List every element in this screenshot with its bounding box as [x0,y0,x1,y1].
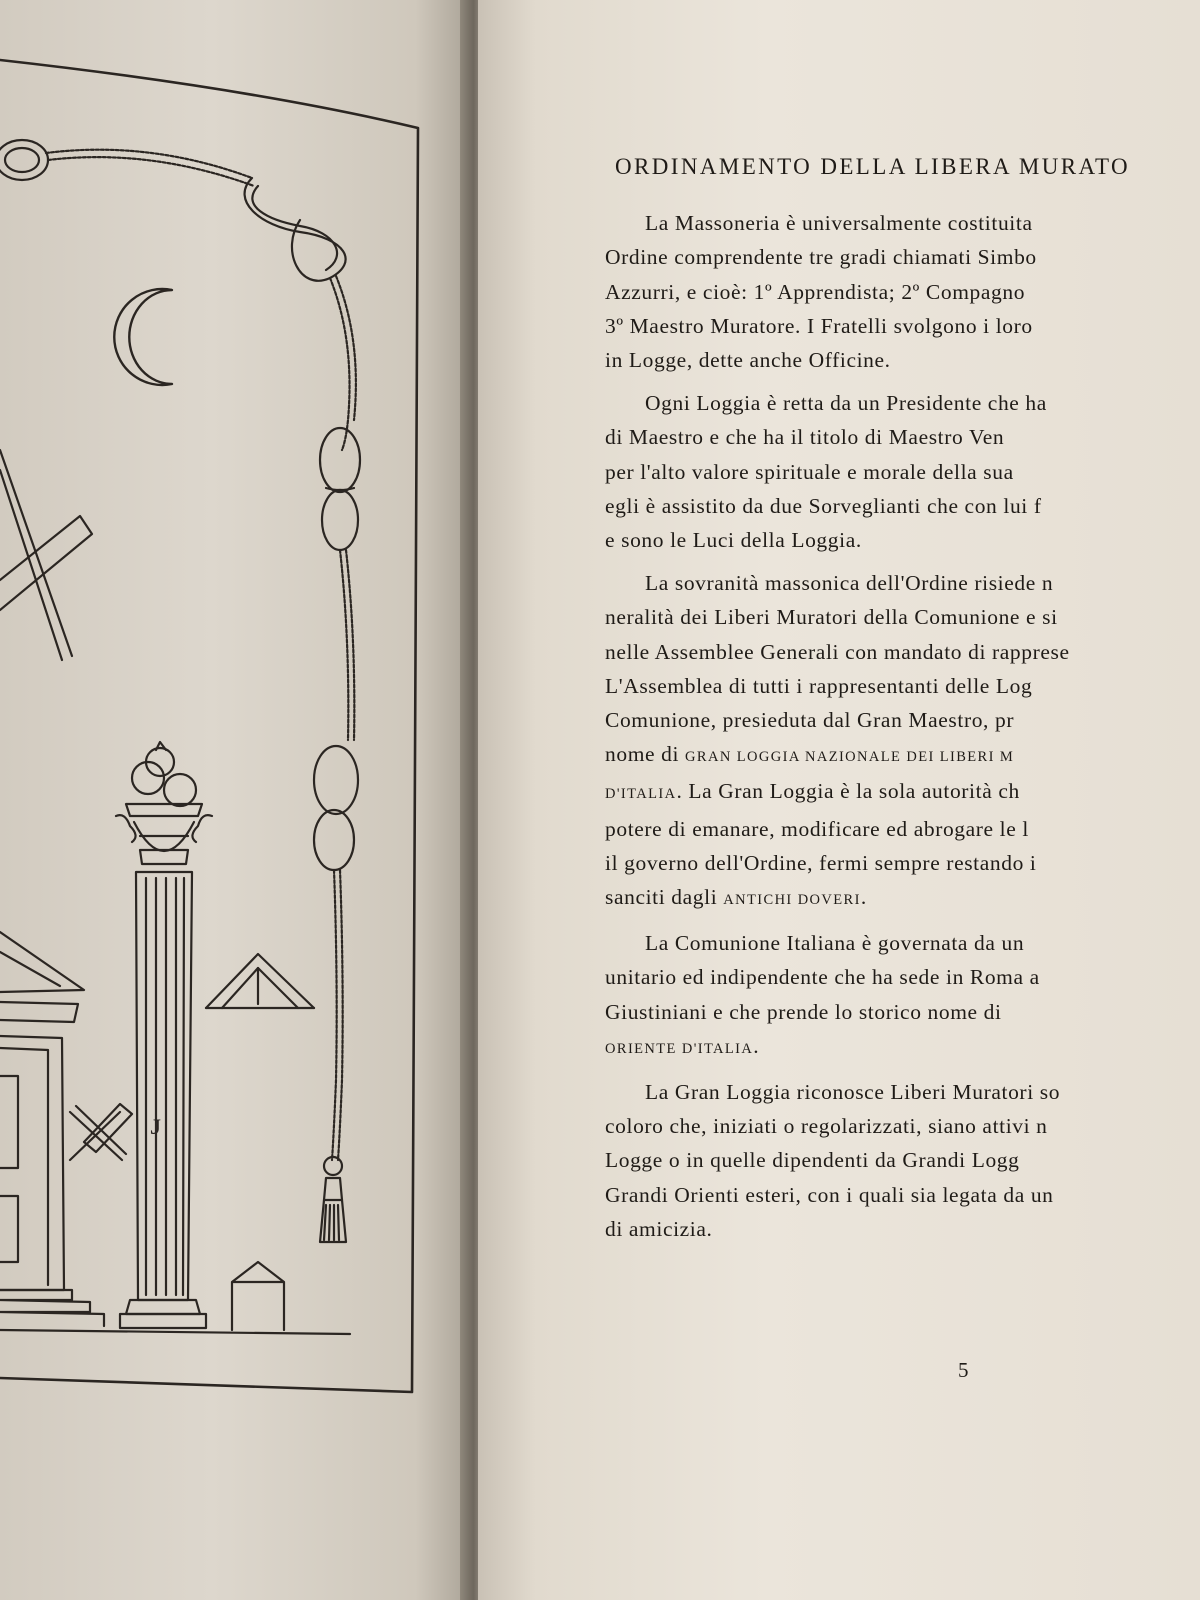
text-line: Comunione, presieduta dal Gran Maestro, pr [605,708,1015,733]
small-caps-run: GRAN LOGGIA NAZIONALE DEI LIBERI M [685,749,1015,766]
text-line: La Comunione Italiana è governata da un [645,931,1025,956]
chapter-title: ORDINAMENTO DELLA LIBERA MURATO [615,154,1131,179]
gavel-chisel-icon [70,1104,132,1160]
text-line: 3º Maestro Muratore. I Fratelli svolgono i loro [605,313,1033,338]
small-caps-run: ORIENTE D'ITALIA [605,1040,754,1057]
text-line: nelle Assemblee Generali con mandato di rapprese [605,639,1070,664]
text-line: per l'alto valore spirituale e morale della sua [605,459,1014,484]
text-run: . [753,1033,760,1058]
text-line [605,774,1200,811]
text-run: sanciti dagli [605,885,724,910]
text-line: neralità dei Liberi Muratori della Comunione e si [605,605,1058,630]
paragraph-4 [605,926,1200,1066]
square-compass-icon [0,450,92,660]
paragraph-2 [605,386,1200,557]
small-caps-run: D'ITALIA [605,786,677,803]
small-caps-run: ANTICHI DOVERI [723,892,861,909]
text-line: Logge o in quelle dipendenti da Grandi Logg [605,1148,1020,1173]
ground-line [0,1330,350,1334]
column-icon [116,742,212,1328]
text-line: coloro che, iniziati o regolarizzati, siano attivi n [605,1114,1048,1139]
text-line: egli è assistito da due Sorveglianti che con lui f [605,493,1042,518]
text-line: La Massoneria è universalmente costituita [645,211,1033,236]
text-line: e sono le Luci della Loggia. [605,528,862,553]
text-line: L'Assemblea di tutti i rappresentanti delle Log [605,673,1033,698]
masonic-illustration [0,0,472,1600]
page-text [605,150,1200,1255]
moon-icon [114,289,172,385]
text-run: . [860,885,867,910]
text-run: . La Gran Loggia è la sola autorità ch [676,779,1020,804]
text-line: Azzurri, e cioè: 1º Apprendista; 2º Compagno [605,279,1026,304]
text-line: Giustiniani e che prende lo storico nome di [605,999,1002,1024]
text-line: Grandi Orienti esteri, con i quali sia legata da un [605,1182,1054,1207]
text-line: potere di emanare, modificare ed abrogare le l [605,816,1029,841]
text-line [605,1029,1200,1066]
level-icon [206,954,314,1008]
text-line [605,737,1200,774]
cubic-stone-icon [232,1262,284,1330]
text-line: in Logge, dette anche Officine. [605,348,891,373]
text-line: di Maestro e che ha il titolo di Maestro Ven [605,425,1005,450]
text-line: di amicizia. [605,1216,713,1241]
text-line: unitario ed indipendente che ha sede in Roma a [605,965,1040,990]
text-line: La Gran Loggia riconosce Liberi Muratori so [645,1080,1061,1105]
text-line: Ogni Loggia è retta da un Presidente che ha [645,391,1047,416]
column-letter: J [150,1114,161,1139]
paragraph-5 [605,1075,1200,1246]
text-line [605,880,1200,917]
paragraph-1 [605,206,1200,377]
text-line: il governo dell'Ordine, fermi sempre restando i [605,850,1037,875]
text-line: La sovranità massonica dell'Ordine risiede n [645,571,1054,596]
text-run: nome di [605,742,686,767]
rope-icon [0,140,360,1242]
text-line: Ordine comprendente tre gradi chiamati Simbo [605,245,1037,270]
page-number: 5 [958,1358,969,1382]
paragraph-3 [605,566,1200,917]
